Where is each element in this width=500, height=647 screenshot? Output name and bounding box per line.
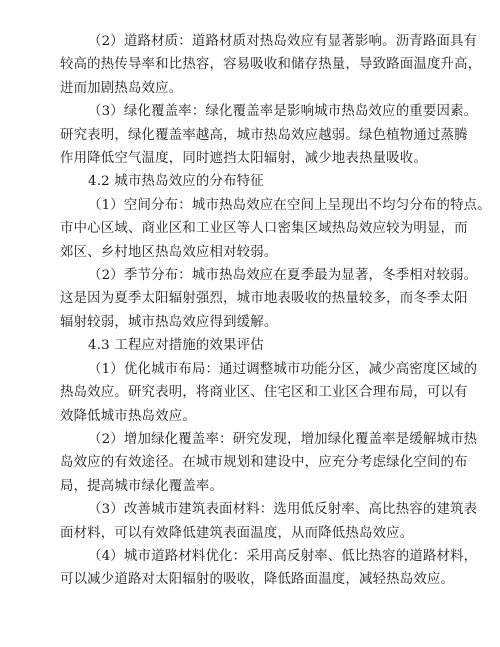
text-line: 研究表明，绿化覆盖率越高，城市热岛效应越弱。绿色植物通过蒸腾 xyxy=(60,127,468,143)
paragraph-optimize-layout xyxy=(60,358,478,428)
heading-text: 4.3 工程应对措施的效果评估 xyxy=(88,338,264,354)
paragraph-seasonal-distribution xyxy=(60,264,478,334)
text-line: 效降低城市热岛效应。 xyxy=(60,408,196,424)
text-line: 作用降低空气温度，同时遮挡太阳辐射，减少地表热量吸收。 xyxy=(60,151,427,167)
text-line: （3）改善城市建筑表面材料：选用低反射率、高比热容的建筑表 xyxy=(88,502,478,518)
text-line: （1）优化城市布局：通过调整城市功能分区，减少高密度区域的 xyxy=(88,361,478,377)
section-heading-4-3 xyxy=(60,334,456,357)
paragraph-green-coverage xyxy=(60,100,478,170)
text-line: 可以减少道路对太阳辐射的吸收，降低路面温度，减轻热岛效应。 xyxy=(60,572,455,588)
text-line: 进而加剧热岛效应。 xyxy=(60,80,183,96)
text-line: （2）增加绿化覆盖率：研究发现，增加绿化覆盖率是缓解城市热 xyxy=(88,431,478,447)
text-line: （1）空间分布：城市热岛效应在空间上呈现出不均匀分布的特点。 xyxy=(88,197,491,213)
text-line: 辐射较弱，城市热岛效应得到缓解。 xyxy=(60,314,278,330)
text-line: 局，提高城市绿化覆盖率。 xyxy=(60,478,224,494)
paragraph-road-materials-optimization xyxy=(60,545,478,592)
paragraph-spatial-distribution xyxy=(60,194,491,264)
text-line: 热岛效应。研究表明，将商业区、住宅区和工业区合理布局，可以有 xyxy=(60,385,468,401)
text-line: （2）季节分布：城市热岛效应在夏季最为显著，冬季相对较弱。 xyxy=(88,268,478,284)
text-line: 市中心区域、商业区和工业区等人口密集区域热岛效应较为明显，而 xyxy=(60,221,468,237)
text-line: （4）城市道路材料优化：采用高反射率、低比热容的道路材料， xyxy=(88,548,478,564)
text-line: （3）绿化覆盖率：绿化覆盖率是影响城市热岛效应的重要因素。 xyxy=(88,104,478,120)
paragraph-building-materials xyxy=(60,498,478,545)
text-line: 岛效应的有效途径。在城市规划和建设中，应充分考虑绿化空间的布 xyxy=(60,455,468,471)
text-line: 较高的热传导率和比热容，容易吸收和储存热量，导致路面温度升高， xyxy=(60,57,482,73)
section-heading-4-2 xyxy=(60,170,456,193)
heading-text: 4.2 城市热岛效应的分布特征 xyxy=(88,174,264,190)
text-line: 面材料，可以有效降低建筑表面温度，从而降低热岛效应。 xyxy=(60,525,414,541)
text-line: 郊区、乡村地区热岛效应相对较弱。 xyxy=(60,244,278,260)
text-line: 这是因为夏季太阳辐射强烈，城市地表吸收的热量较多，而冬季太阳 xyxy=(60,291,468,307)
paragraph-increase-green xyxy=(60,428,478,498)
paragraph-road-material xyxy=(60,30,482,100)
text-line: （2）道路材质：道路材质对热岛效应有显著影响。沥青路面具有 xyxy=(88,34,478,49)
